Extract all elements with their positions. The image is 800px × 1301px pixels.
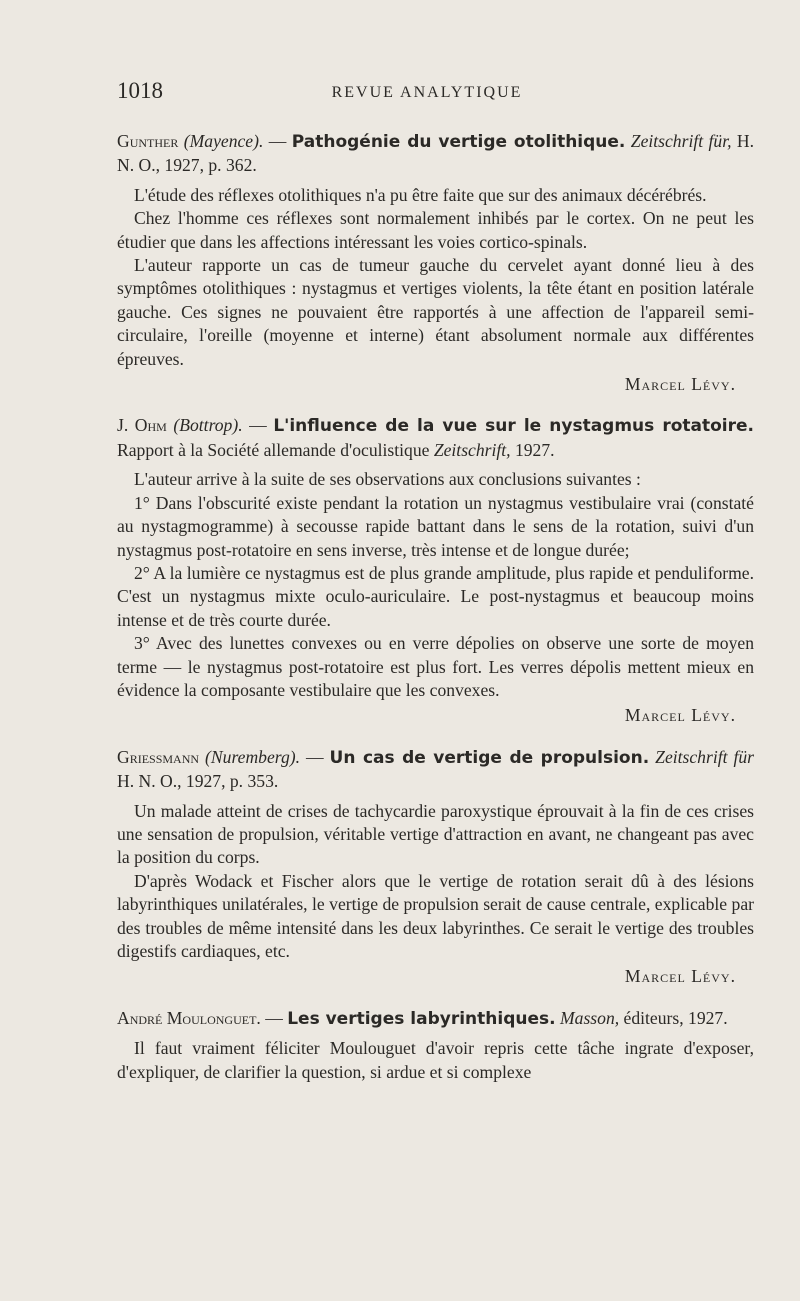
article-title: Les vertiges labyrinthiques. [287, 1008, 556, 1029]
journal: Zeitschrift, [433, 439, 511, 460]
journal: Masson, [560, 1007, 620, 1028]
author: Gunther [117, 131, 179, 151]
paragraph: 1° Dans l'obscurité existe pendant la rotation un nystagmus vestibulaire vrai (constaté au nystagmogramme) à secousse rapide battant dans le sens de la rotation, suivi d'un nystagmus post-rotatoire en sens inverse, très intense et de longue durée; [117, 492, 754, 560]
paragraph: 3° Avec des lunettes convexes ou en verre dépolies on observe une sorte de moyen terme — le nystagmus post-rotatoire est plus fort. Les verres dépolis mettent mieux en évidence la composante vestibulaire que les convexes. [117, 633, 754, 700]
paragraph: Il faut vraiment féliciter Moulouguet d'avoir repris cette tâche ingrate d'exposer, d'expliquer, de clarifier la question, si ardue et si complexe [117, 1038, 754, 1082]
author: J. Ohm [117, 415, 167, 436]
paragraph: D'après Wodack et Fischer alors que le vertige de rotation serait dû à des lésions labyrinthiques unilatérales, le vertige de propulsion serait de cause centrale, explicable par des troubles de même intensité dans les deux labyrinthes. Ce serait le vertige des troubles digestifs cardiaques, etc. [117, 870, 754, 961]
title-separator: — [242, 415, 274, 436]
article-title: Un cas de vertige de propulsion. [329, 747, 650, 768]
review-gunther [117, 130, 754, 396]
reference: éditeurs, 1927. [619, 1007, 728, 1028]
title-separator: — [260, 1007, 288, 1028]
review-griessmann [117, 746, 754, 989]
paragraph: 2° A la lumière ce nystagmus est de plus grande amplitude, plus rapide et penduliforme. C'est un nystagmus mixte oculo-auriculaire. Le post-nystagmus et beaucoup moins intense et de très courte durée. [117, 562, 754, 630]
reference: Rapport à la Société allemande d'oculistique [117, 439, 434, 460]
paragraph: L'auteur rapporte un cas de tumeur gauche du cervelet ayant donné lieu à des symptômes otolithiques : nystagmus et vertiges violents, la tête étant en position latérale gauche. Ces signes ne pouvaient être rapportés à une affection de l'appareil semi-circulaire, l'oreille (moyenne et interne) étant absolument normale aux différentes épreuves. [117, 255, 754, 369]
citation [117, 130, 754, 178]
paragraph: L'auteur arrive à la suite de ses observations aux conclusions suivantes : [134, 469, 641, 490]
reference: H. N. O., 1927, p. 362. [117, 131, 754, 176]
reference: H. N. O., 1927, p. 353. [117, 771, 279, 792]
title-separator: — [300, 746, 330, 767]
citation [117, 414, 754, 462]
citation [117, 1007, 754, 1031]
paragraph: Un malade atteint de crises de tachycardie paroxystique éprouvait à la fin de ces crises une sensation de propulsion, véritable vertige d'attraction en avant, ne changeant pas avec la position du corps. [117, 800, 754, 868]
citation [117, 746, 754, 794]
author: André Moulonguet. [117, 1007, 261, 1028]
location: (Mayence). [183, 131, 264, 151]
journal: Zeitschrift für [655, 746, 754, 767]
title-separator: — [263, 131, 292, 151]
article-title: Pathogénie du vertige otolithique. [291, 132, 626, 152]
signature: Marcel Lévy. [624, 374, 736, 395]
signature: Marcel Lévy. [624, 705, 736, 726]
running-title: REVUE ANALYTIQUE [331, 84, 523, 101]
page-header [117, 78, 737, 108]
review-ohm [117, 414, 754, 727]
page-body [117, 130, 754, 1102]
page-number: 1018 [117, 78, 163, 103]
paragraph: Chez l'homme ces réflexes sont normalement inhibés par le cortex. On ne peut les étudier que dans les affections intéressant les voies cortico-spinals. [117, 208, 754, 252]
journal: Zeitschrift für, [630, 131, 732, 151]
article-title: L'influence de la vue sur le nystagmus rotatoire. [273, 416, 755, 437]
location: (Bottrop). [173, 415, 243, 436]
location: (Nuremberg). [205, 746, 300, 767]
review-moulonguet [117, 1007, 754, 1084]
author: Griessmann [117, 746, 200, 767]
signature: Marcel Lévy. [624, 966, 736, 987]
paragraph: L'étude des réflexes otolithiques n'a pu être faite que sur des animaux décérébrés. [134, 184, 707, 205]
reference-year: 1927. [510, 439, 555, 460]
